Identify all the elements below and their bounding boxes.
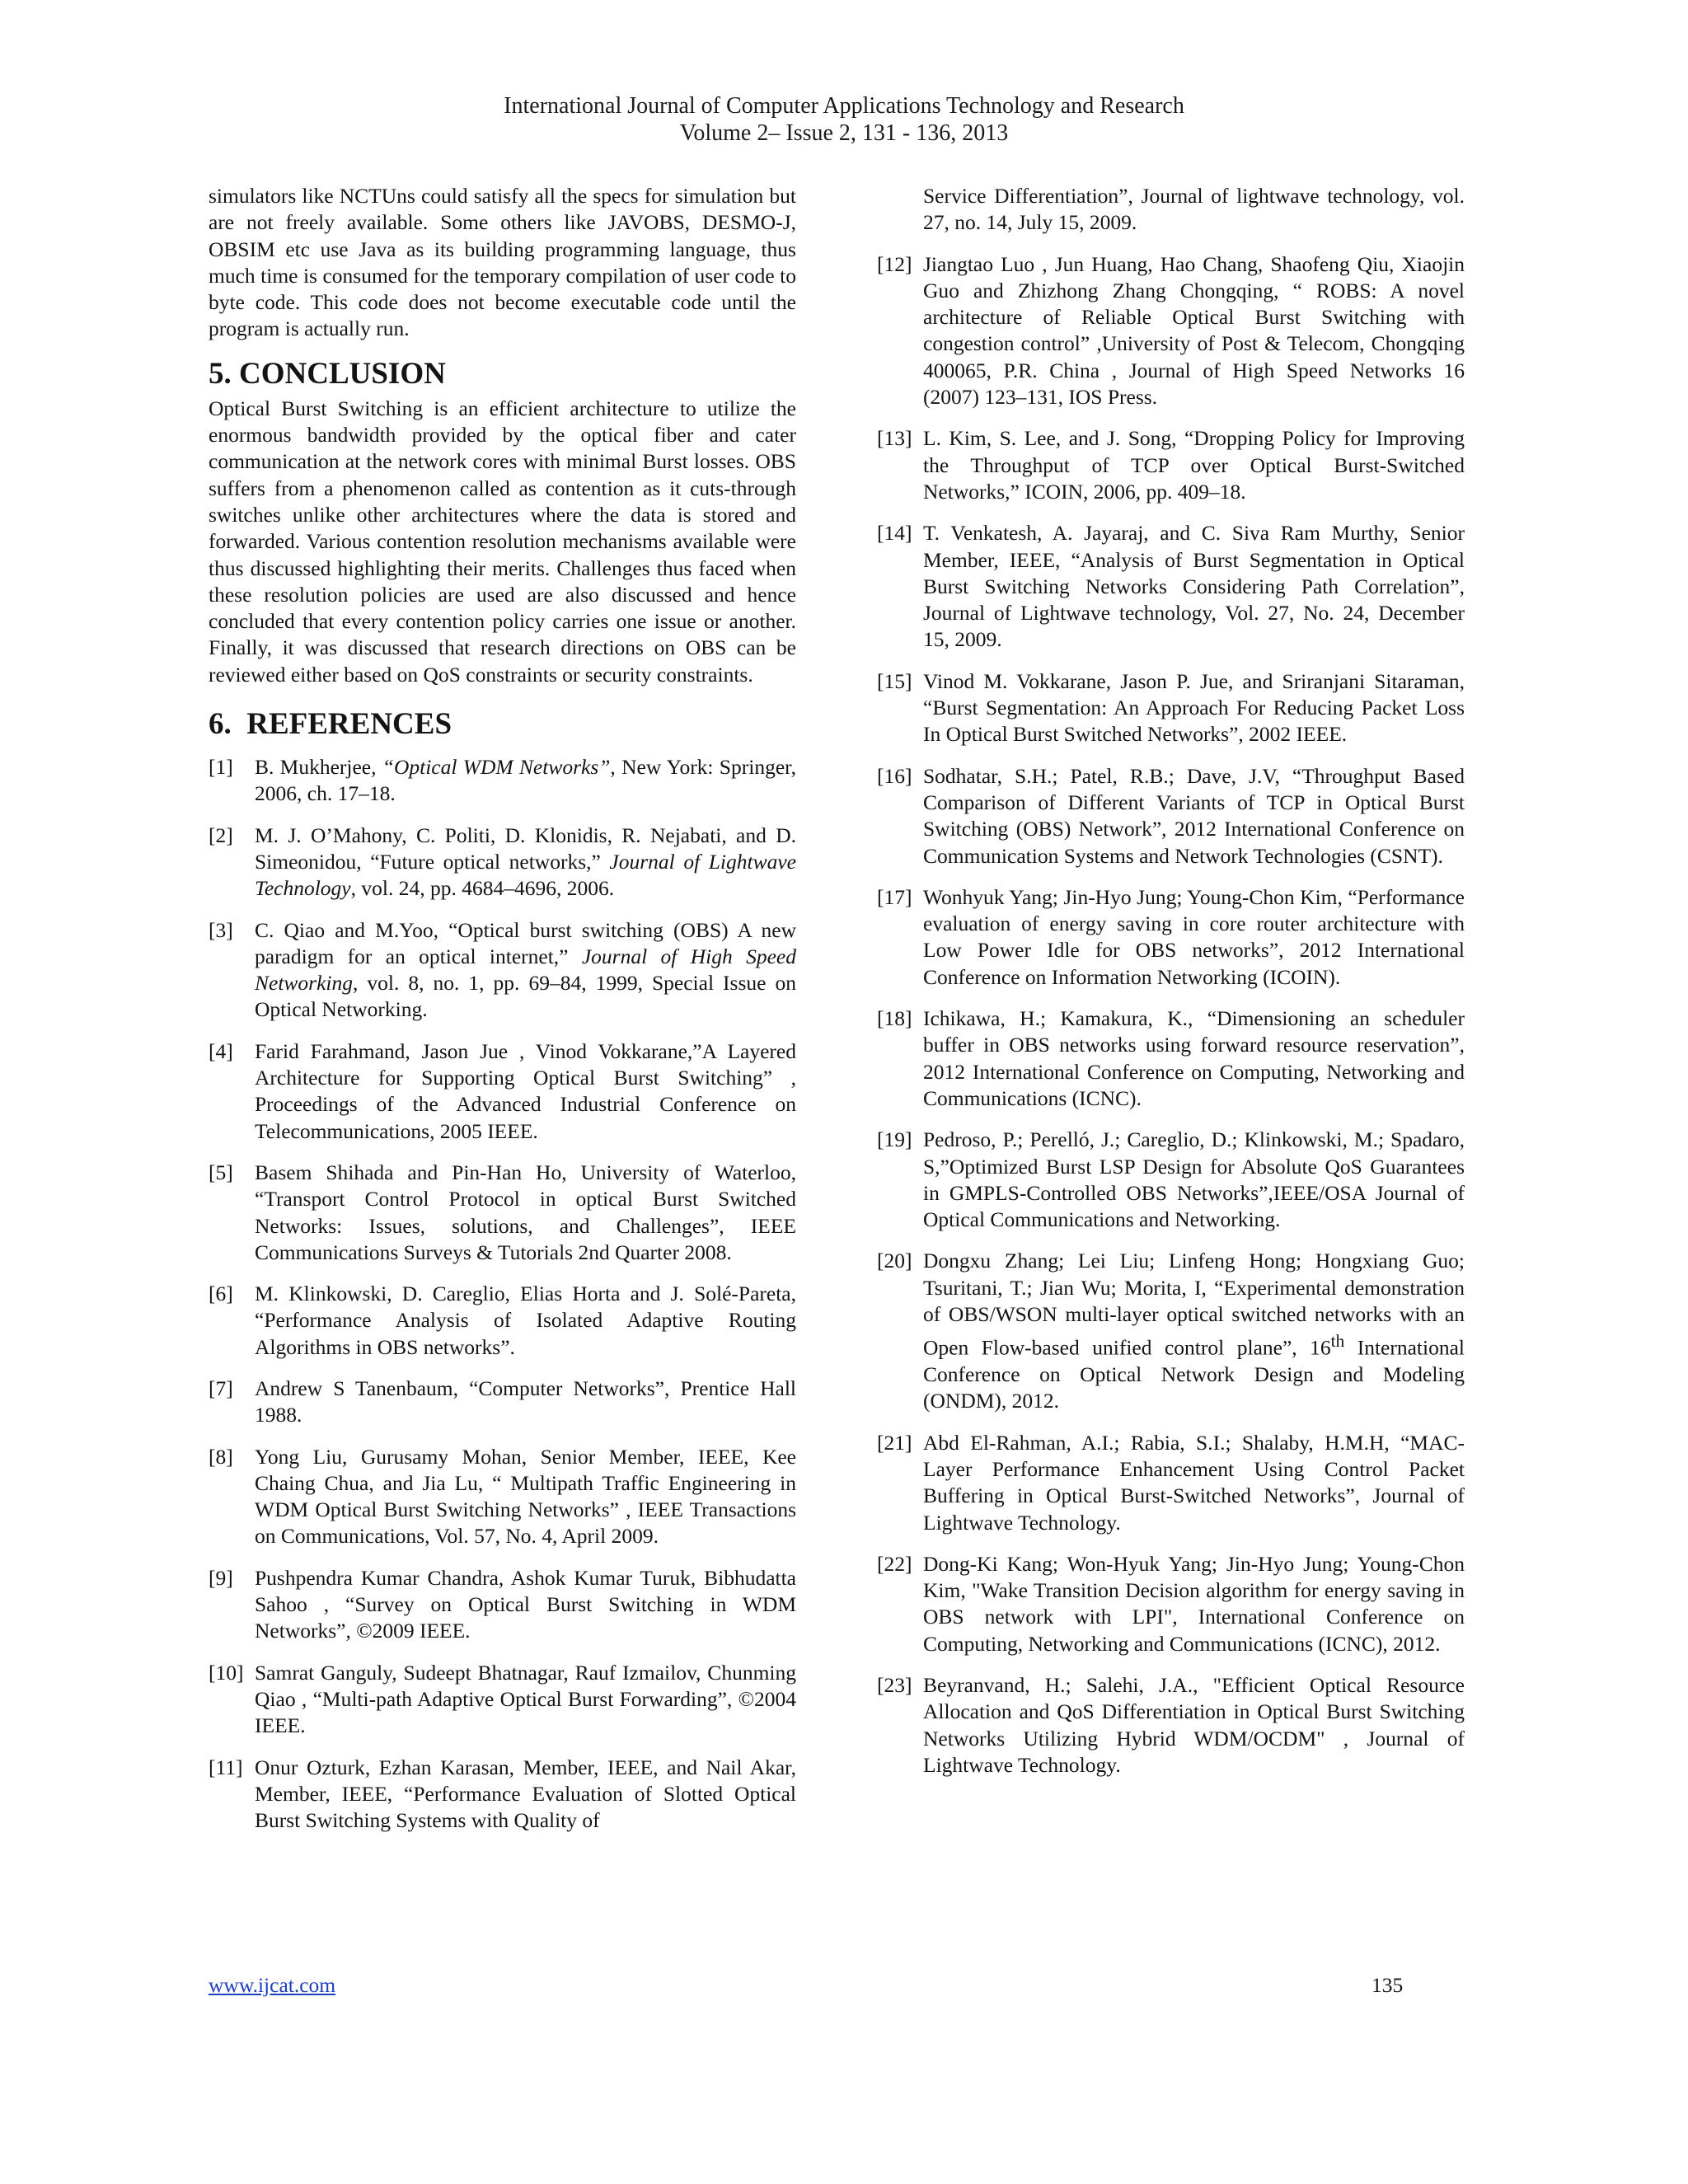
reference-number: [4] (209, 1038, 233, 1063)
reference-continuation: Service Differentiation”, Journal of lightwave technology, vol. 27, no. 14, July 15, 2009. (923, 184, 1465, 235)
reference-text: M. Klinkowski, D. Careglio, Elias Horta and J. Solé-Pareta, “Performance Analysis of Isolated Adaptive Routing Algorithms in OBS networks”. (255, 1282, 796, 1359)
intro-paragraph: simulators like NCTUns could satisfy all the specs for simulation but are not freely available. Some others like JAVOBS, DESMO-J, OBSIM etc use Java as its building programming language, thus much time is consumed for the temporary compilation of user code to byte code. This code does not become executable code until the program is actually run. (209, 184, 796, 341)
reference-number: [2] (209, 823, 233, 847)
reference-item (209, 1755, 796, 1835)
right-column (877, 183, 1465, 1793)
reference-item (877, 425, 1465, 505)
reference-text: Andrew S Tanenbaum, “Computer Networks”, Prentice Hall 1988. (255, 1376, 796, 1427)
reference-number: [23] (877, 1673, 912, 1698)
reference-text: Basem Shihada and Pin-Han Ho, University of Waterloo, “Transport Control Protocol in optical Burst Switched Networks: Issues, solutions, and Challenges”, IEEE Communications Surveys & Tutorials 2nd Quarter 2008. (255, 1160, 796, 1264)
reference-item (877, 251, 1465, 411)
reference-item (209, 1038, 796, 1145)
reference-text: Abd El-Rahman, A.I.; Rabia, S.I.; Shalaby, H.M.H, “MAC-Layer Performance Enhancement Using Control Packet Buffering in Optical Burst-Switched Networks”, Journal of Lightwave Technology. (923, 1430, 1465, 1535)
reference-number: [20] (877, 1249, 912, 1273)
reference-text: Samrat Ganguly, Sudeept Bhatnagar, Rauf Izmailov, Chunming Qiao , “Multi-path Adaptive Optical Burst Forwarding”, ©2004 IEEE. (255, 1660, 796, 1738)
reference-number: [13] (877, 426, 912, 451)
reference-text: Dong-Ki Kang; Won-Hyuk Yang; Jin-Hyo Jung; Young-Chon Kim, "Wake Transition Decision algorithm for energy saving in OBS network with LPI", International Conference on Computing, Networking and Communications (ICNC), 2012. (923, 1551, 1465, 1656)
reference-text: Pushpendra Kumar Chandra, Ashok Kumar Turuk, Bibhudatta Sahoo , “Survey on Optical Burst Switching in WDM Networks”, ©2009 IEEE. (255, 1565, 796, 1643)
reference-number: [19] (877, 1127, 912, 1152)
reference-item (877, 1672, 1465, 1779)
reference-text: Wonhyuk Yang; Jin-Hyo Jung; Young-Chon Kim, “Performance evaluation of energy saving in core router architecture with Low Power Idle for OBS networks”, 2012 International Conference on Information Networking (ICOIN). (923, 884, 1465, 989)
reference-number: [22] (877, 1551, 912, 1576)
reference-item (209, 1281, 796, 1361)
reference-text: Sodhatar, S.H.; Patel, R.B.; Dave, J.V, “Throughput Based Comparison of Different Variants of TCP in Optical Burst Switching (OBS) Network”, 2012 International Conference on Communication Systems and Network Technologies (CSNT). (923, 763, 1465, 868)
reference-item (209, 1160, 796, 1266)
reference-number: [16] (877, 763, 912, 788)
reference-text: Jiangtao Luo , Jun Huang, Hao Chang, Shaofeng Qiu, Xiaojin Guo and Zhizhong Zhang Chongqing, “ ROBS: A novel architecture of Reliable Optical Burst Switching with congestion control” ,University of Post & Telecom, Chongqing 400065, P.R. China , Journal of High Speed Networks 16 (2007) 123–131, IOS Press. (923, 251, 1465, 410)
reference-number: [7] (209, 1376, 233, 1400)
page-number: 135 (1372, 1973, 1404, 1997)
reference-number: [12] (877, 251, 912, 276)
conclusion-paragraph: Optical Burst Switching is an efficient architecture to utilize the enormous bandwidth provided by the optical fiber and cater communication at the network cores with minimal Burst losses. OBS suffers from a phenomenon called as contention as it cuts-through switches unlike other architectures where the data is stored and forwarded. Various contention resolution mechanisms available were thus discussed highlighting their merits. Challenges thus faced when these resolution policies are used are also discussed and hence concluded that every contention policy carries one issue or another. Finally, it was discussed that research directions on OBS can be reviewed either based on QoS constraints or security constraints. (209, 396, 796, 687)
reference-item (209, 1565, 796, 1645)
reference-item: [20] Dongxu Zhang; Lei Liu; Linfeng Hong; Hongxiang Guo; Tsuritani, T.; Jian Wu; Morita, I, “Experimental demonstration of OBS/WSON multi-layer optical switched networks with an Open Flow-based unified control plane”, 16th International Conference on Optical Network Design and Modeling (ONDM), 2012. (877, 1249, 1465, 1413)
reference-item (877, 520, 1465, 653)
reference-number: [1] (209, 755, 233, 780)
reference-item: [3] C. Qiao and M.Yoo, “Optical burst switching (OBS) A new paradigm for an optical internet,” Journal of High Speed Networking, vol. 8, no. 1, pp. 69–84, 1999, Special Issue on Optical Networking. (209, 917, 796, 1022)
references-heading: 6. REFERENCES (209, 707, 452, 742)
reference-text: Vinod M. Vokkarane, Jason P. Jue, and Sriranjani Sitaraman, “Burst Segmentation: An Approach For Reducing Packet Loss In Optical Burst Switched Networks”, 2002 IEEE. (923, 668, 1465, 747)
reference-number: [21] (877, 1430, 912, 1455)
journal-volume: Volume 2– Issue 2, 131 - 136, 2013 (679, 120, 1009, 146)
reference-number: [9] (209, 1565, 233, 1590)
reference-number: [10] (209, 1660, 244, 1685)
reference-text: Onur Ozturk, Ezhan Karasan, Member, IEEE, and Nail Akar, Member, IEEE, “Performance Evaluation of Slotted Optical Burst Switching Systems with Quality of (255, 1755, 796, 1833)
reference-text: Farid Farahmand, Jason Jue , Vinod Vokkarane,”A Layered Architecture for Supporting Optical Burst Switching” , Proceedings of the Advanced Industrial Conference on Telecommunications, 2005 IEEE. (255, 1038, 796, 1143)
reference-item (877, 668, 1465, 748)
reference-item (877, 1127, 1465, 1233)
reference-number: [14] (877, 521, 912, 546)
reference-item (209, 1376, 796, 1429)
reference-text: Pedroso, P.; Perelló, J.; Careglio, D.; Klinkowski, M.; Spadaro, S,”Optimized Burst LSP Design for Absolute QoS Guarantees in GMPLS-Controlled OBS Networks”,IEEE/OSA Journal of Optical Communications and Networking. (923, 1127, 1465, 1232)
conclusion-heading: 5. CONCLUSION (209, 356, 446, 391)
reference-item: [2] M. J. O’Mahony, C. Politi, D. Klonidis, R. Nejabati, and D. Simeonidou, “Future optical networks,” Journal of Lightwave Technology, vol. 24, pp. 4684–4696, 2006. (209, 823, 796, 901)
reference-item (877, 1551, 1465, 1657)
reference-text: T. Venkatesh, A. Jayaraj, and C. Siva Ram Murthy, Senior Member, IEEE, “Analysis of Burst Segmentation in Optical Burst Switching Networks Considering Path Correlation”, Journal of Lightwave technology, Vol. 27, No. 24, December 15, 2009. (923, 521, 1465, 652)
reference-number: [8] (209, 1444, 233, 1469)
reference-number: [5] (209, 1160, 233, 1184)
reference-item (877, 884, 1465, 991)
reference-number: [18] (877, 1006, 912, 1031)
reference-text: Beyranvand, H.; Salehi, J.A., "Efficient Optical Resource Allocation and QoS Differentiation in Optical Burst Switching Networks Utilizing Hybrid WDM/OCDM" , Journal of Lightwave Technology. (923, 1673, 1465, 1777)
journal-website-link[interactable]: www.ijcat.com (209, 1973, 336, 1997)
reference-item (877, 1430, 1465, 1536)
journal-title: International Journal of Computer Applications Technology and Research (504, 93, 1184, 119)
reference-item (209, 1444, 796, 1550)
reference-item: [1] B. Mukherjee, “Optical WDM Networks”, New York: Springer, 2006, ch. 17–18. (209, 755, 796, 806)
reference-number: [11] (209, 1755, 243, 1779)
reference-text: L. Kim, S. Lee, and J. Song, “Dropping Policy for Improving the Throughput of TCP over Optical Burst-Switched Networks,” ICOIN, 2006, pp. 409–18. (923, 426, 1465, 504)
page-header (0, 92, 1688, 147)
left-column (209, 183, 796, 1849)
reference-number: [3] (209, 917, 233, 942)
reference-number: [15] (877, 668, 912, 693)
reference-number: [17] (877, 884, 912, 909)
reference-item (209, 1660, 796, 1740)
reference-text: Yong Liu, Gurusamy Mohan, Senior Member, IEEE, Kee Chaing Chua, and Jia Lu, “ Multipath Traffic Engineering in WDM Optical Burst Switching Networks” , IEEE Transactions on Communications, Vol. 57, No. 4, April 2009. (255, 1444, 796, 1549)
reference-item (877, 1005, 1465, 1112)
reference-number: [6] (209, 1282, 233, 1306)
reference-item (877, 763, 1465, 869)
reference-text: Ichikawa, H.; Kamakura, K., “Dimensioning an scheduler buffer in OBS networks using forward resource reservation”, 2012 International Conference on Computing, Networking and Communications (ICNC). (923, 1006, 1465, 1110)
